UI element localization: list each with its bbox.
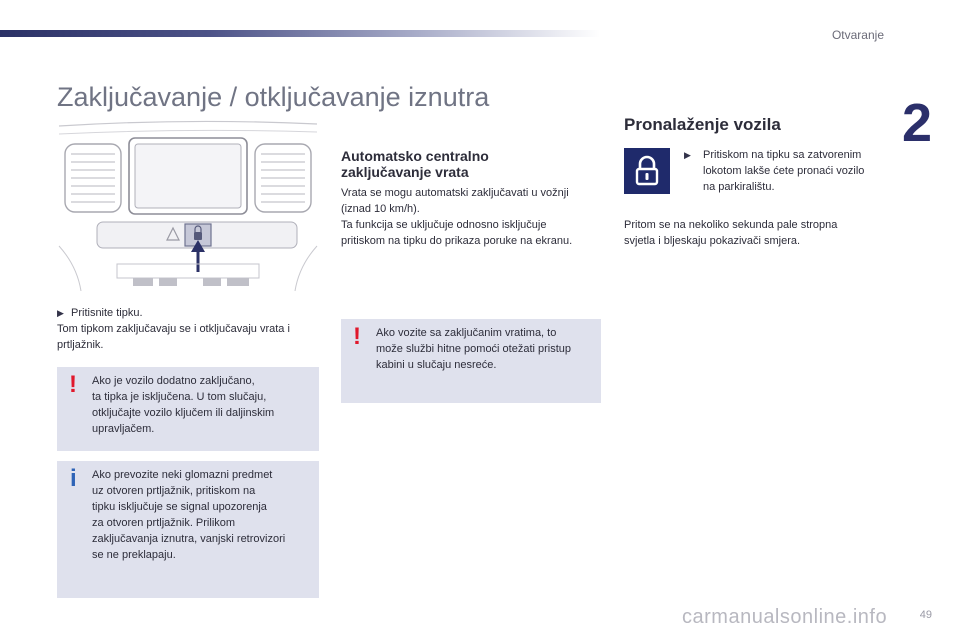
press-text: Tom tipkom zaključavaju se i otključavaju vrata i prtljažnik. xyxy=(57,323,290,351)
warning-note-emergency xyxy=(341,319,601,403)
warning-note-lock xyxy=(57,367,319,451)
press-bullet: Pritisnite tipku. xyxy=(71,307,143,319)
warning-icon: ! xyxy=(69,371,77,398)
bullet-icon: ▶ xyxy=(684,150,691,160)
page-number: 49 xyxy=(919,609,932,621)
padlock-icon xyxy=(624,148,670,194)
page-title: Zaključavanje / otključavanje iznutra xyxy=(57,82,490,113)
dashboard-illustration xyxy=(57,116,319,291)
info-note-boot xyxy=(57,461,319,598)
find-vehicle-text: Pritom se na nekoliko sekunda pale stropna svjetla i bljeskaju pokazivači smjera. xyxy=(624,219,838,247)
find-vehicle-heading: Pronalaženje vozila xyxy=(624,115,781,134)
header-rule xyxy=(0,30,600,37)
info-note-boot-text: Ako prevozite neki glomazni predmet uz otvoren prtljažnik, pritiskom na tipku isključuje se signal upozorenja za otvoren prtljažnik. Prilikom zaključavanja iznutra, vanjski retrovizori se ne preklapaju. xyxy=(92,469,286,561)
press-instruction xyxy=(57,305,319,353)
section-title: Otvaranje xyxy=(831,28,884,42)
bullet-icon: ▶ xyxy=(57,308,64,318)
warning-icon: ! xyxy=(353,323,361,350)
auto-lock-heading: Automatsko centralno zaključavanje vrata xyxy=(341,148,489,180)
chapter-number: 2 xyxy=(902,93,932,153)
warning-note-lock-text: Ako je vozilo dodatno zaključano, ta tipka je isključena. U tom slučaju, otključajte vozilo ključem ili daljinskim upravljačem. xyxy=(92,375,275,435)
warning-note-emergency-text: Ako vozite sa zaključanim vratima, to može službi hitne pomoći otežati pristup kabini u slučaju nesreće. xyxy=(376,327,572,371)
find-vehicle-bullet: ▶ Pritiskom na tipku sa zatvorenim lokotom lakše ćete pronaći vozilo na parkiralištu. xyxy=(684,149,865,193)
info-icon: i xyxy=(70,465,77,492)
auto-lock-text: Vrata se mogu automatski zaključavati u vožnji (iznad 10 km/h). Ta funkcija se uključuje odnosno isključuje pritiskom na tipku do prikaza poruke na ekranu. xyxy=(341,187,573,247)
watermark: carmanualsonline.info xyxy=(682,606,888,628)
